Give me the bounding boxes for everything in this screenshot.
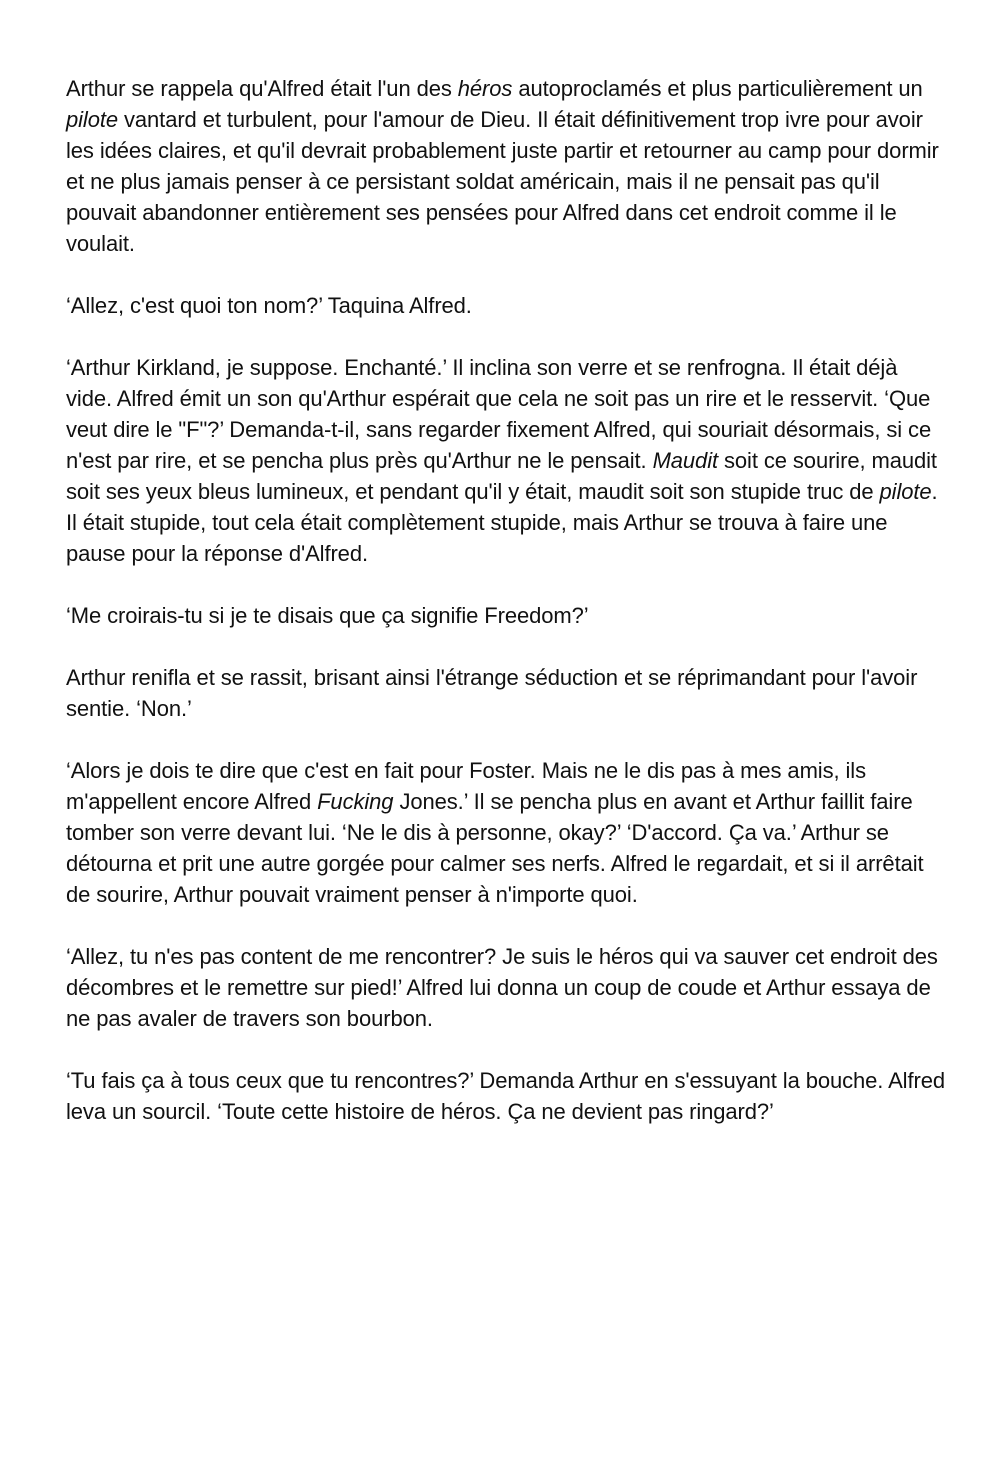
text-column — [66, 73, 948, 1127]
text-segment: Jones.’ Il se pencha plus en avant et Arthur faillit faire tomber son verre devant lui. ‘Ne le dis à personne, okay?’ ‘D'accord. Ça va.’ Arthur se détourna et prit une autre gorgée pour calmer ses nerfs. Alfred le regardait, et si il arrêtait de sourire, Arthur pouvait vraiment penser à n'importe quoi. — [66, 789, 924, 907]
text-segment: ‘Me croirais-tu si je te disais que ça signifie Freedom?’ — [66, 603, 589, 628]
text-segment: ‘Tu fais ça à tous ceux que tu rencontres?’ Demanda Arthur en s'essuyant la bouche. Alfred leva un sourcil. ‘Toute cette histoire de héros. Ça ne devient pas ringard?’ — [66, 1068, 945, 1124]
text-segment: . Il était stupide, tout cela était complètement stupide, mais Arthur se trouva à faire une pause pour la réponse d'Alfred. — [66, 479, 938, 566]
italic-segment: pilote — [66, 107, 118, 132]
italic-segment: Fucking — [317, 789, 394, 814]
italic-segment: Maudit — [652, 448, 718, 473]
text-segment: ‘Allez, c'est quoi ton nom?’ Taquina Alfred. — [66, 293, 472, 318]
text-segment: ‘Alors je dois te dire que c'est en fait pour Foster. Mais ne le dis pas à mes amis, ils m'appellent encore Alfred — [66, 758, 866, 814]
paragraph-5 — [66, 662, 948, 724]
text-segment: autoproclamés et plus particulièrement un — [512, 76, 923, 101]
text-segment: Arthur renifla et se rassit, brisant ainsi l'étrange séduction et se réprimandant pour l'avoir sentie. ‘Non.’ — [66, 665, 918, 721]
paragraph-4 — [66, 600, 948, 631]
text-segment: ‘Allez, tu n'es pas content de me rencontrer? Je suis le héros qui va sauver cet endroit des décombres et le remettre sur pied!’ Alfred lui donna un coup de coude et Arthur essaya de ne pas avaler de travers son bourbon. — [66, 944, 938, 1031]
paragraph-8 — [66, 1065, 948, 1127]
paragraph-3 — [66, 352, 948, 569]
paragraph-1 — [66, 73, 948, 259]
text-segment: vantard et turbulent, pour l'amour de Dieu. Il était définitivement trop ivre pour avoir les idées claires, et qu'il devrait probablement juste partir et retourner au camp pour dormir et ne plus jamais penser à ce persistant soldat américain, mais il ne pensait pas qu'il pouvait abandonner entièrement ses pensées pour Alfred dans cet endroit comme il le voulait. — [66, 107, 939, 256]
italic-segment: héros — [457, 76, 513, 101]
paragraph-2 — [66, 290, 948, 321]
text-segment: Arthur se rappela qu'Alfred était l'un des — [66, 76, 458, 101]
italic-segment: pilote — [879, 479, 932, 504]
text-segment: soit ce sourire, maudit soit ses yeux bleus lumineux, et pendant qu'il y était, maudit soit son stupide truc de — [66, 448, 937, 504]
text-segment: ‘Arthur Kirkland, je suppose. Enchanté.’ Il inclina son verre et se renfrogna. Il était déjà vide. Alfred émit un son qu'Arthur espérait que cela ne soit pas un rire et le resservit. ‘Que veut dire le "F"?’ Demanda-t-il, sans regarder fixement Alfred, qui souriait désormais, si ce n'est par rire, et se pencha plus près qu'Arthur ne le pensait. — [66, 355, 932, 473]
paragraph-7 — [66, 941, 948, 1034]
paragraph-6 — [66, 755, 948, 910]
